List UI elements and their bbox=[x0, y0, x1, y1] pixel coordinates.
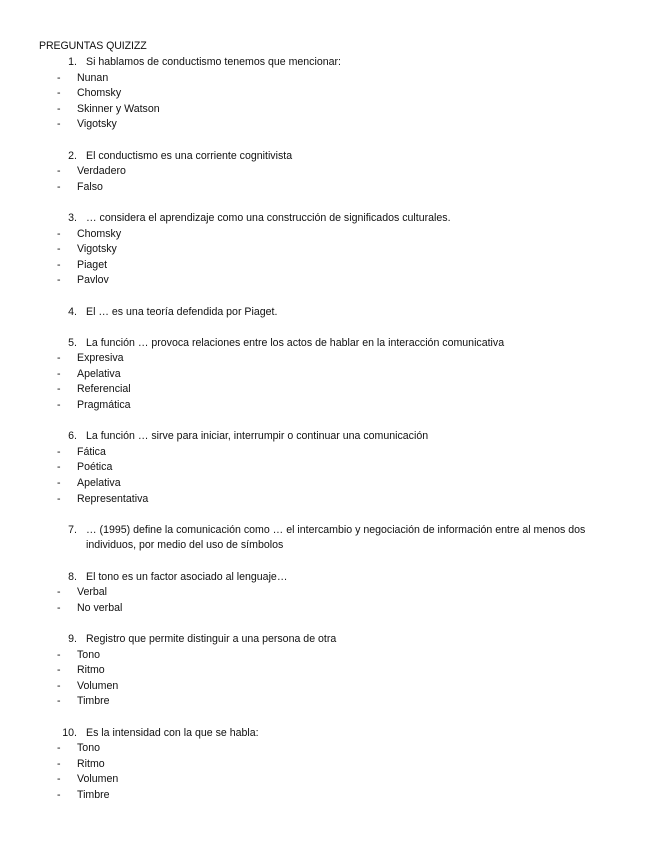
option-item bbox=[39, 227, 629, 243]
question-header bbox=[39, 429, 629, 445]
bullet-dash: - bbox=[57, 243, 61, 256]
option-list bbox=[39, 585, 629, 616]
option-list bbox=[39, 648, 629, 710]
question-item bbox=[39, 570, 629, 617]
question-item bbox=[39, 149, 629, 196]
bullet-dash: - bbox=[57, 773, 61, 786]
bullet-dash: - bbox=[57, 383, 61, 396]
option-text: Poética bbox=[77, 461, 113, 474]
question-item bbox=[39, 55, 629, 133]
question-text: El … es una teoría defendida por Piaget. bbox=[86, 305, 278, 318]
bullet-dash: - bbox=[57, 274, 61, 287]
option-text: Timbre bbox=[77, 788, 110, 801]
bullet-dash: - bbox=[57, 586, 61, 599]
option-item bbox=[39, 492, 629, 508]
bullet-dash: - bbox=[57, 118, 61, 131]
question-header bbox=[39, 55, 629, 71]
option-item bbox=[39, 757, 629, 773]
option-item bbox=[39, 71, 629, 87]
question-list bbox=[39, 55, 629, 819]
option-text: Volumen bbox=[77, 773, 119, 786]
bullet-dash: - bbox=[57, 87, 61, 100]
option-text: Nunan bbox=[77, 71, 109, 84]
option-text: Tono bbox=[77, 648, 100, 661]
option-item bbox=[39, 585, 629, 601]
option-item bbox=[39, 601, 629, 617]
option-text: Ritmo bbox=[77, 757, 105, 770]
option-list bbox=[39, 71, 629, 133]
option-item bbox=[39, 788, 629, 804]
question-text: Es la intensidad con la que se habla: bbox=[86, 726, 259, 739]
option-list bbox=[39, 445, 629, 507]
bullet-dash: - bbox=[57, 695, 61, 708]
option-text: Expresiva bbox=[77, 352, 124, 365]
bullet-dash: - bbox=[57, 648, 61, 661]
question-text: … (1995) define la comunicación como … el intercambio y negociación de información entre al menos dos individuos, por medio del uso de símbolos bbox=[86, 523, 586, 552]
bullet-dash: - bbox=[57, 445, 61, 458]
bullet-dash: - bbox=[57, 664, 61, 677]
question-number: 5. bbox=[68, 336, 77, 349]
question-number: 10. bbox=[62, 726, 77, 739]
option-text: Timbre bbox=[77, 695, 110, 708]
question-number: 8. bbox=[68, 570, 77, 583]
option-text: Ritmo bbox=[77, 664, 105, 677]
bullet-dash: - bbox=[57, 227, 61, 240]
question-number: 2. bbox=[68, 149, 77, 162]
option-item bbox=[39, 102, 629, 118]
question-text: Si hablamos de conductismo tenemos que mencionar: bbox=[86, 56, 341, 68]
option-text: Vigotsky bbox=[77, 118, 117, 131]
option-text: Volumen bbox=[77, 679, 119, 692]
option-text: Verbal bbox=[77, 586, 108, 599]
option-text: Apelativa bbox=[77, 367, 121, 380]
option-item bbox=[39, 258, 629, 274]
bullet-dash: - bbox=[57, 492, 61, 505]
option-text: Chomsky bbox=[77, 227, 122, 240]
option-list bbox=[39, 164, 629, 195]
bullet-dash: - bbox=[57, 601, 61, 614]
option-list bbox=[39, 741, 629, 803]
option-item bbox=[39, 86, 629, 102]
option-item bbox=[39, 772, 629, 788]
option-text: Vigotsky bbox=[77, 243, 117, 256]
question-header bbox=[39, 211, 629, 227]
bullet-dash: - bbox=[57, 742, 61, 755]
bullet-dash: - bbox=[57, 102, 61, 115]
document-title: PREGUNTAS QUIZIZZ bbox=[39, 40, 147, 52]
question-header bbox=[39, 149, 629, 165]
option-text: No verbal bbox=[77, 601, 123, 614]
option-item bbox=[39, 663, 629, 679]
option-text: Tono bbox=[77, 742, 100, 755]
bullet-dash: - bbox=[57, 461, 61, 474]
option-item bbox=[39, 117, 629, 133]
option-text: Representativa bbox=[77, 492, 149, 505]
bullet-dash: - bbox=[57, 180, 61, 193]
option-item bbox=[39, 694, 629, 710]
bullet-dash: - bbox=[57, 352, 61, 365]
question-number: 6. bbox=[68, 430, 77, 443]
option-item bbox=[39, 367, 629, 383]
question-header bbox=[39, 336, 629, 352]
question-number: 4. bbox=[68, 305, 77, 318]
option-item bbox=[39, 741, 629, 757]
question-number: 3. bbox=[68, 211, 77, 224]
question-item bbox=[39, 336, 629, 414]
option-list bbox=[39, 351, 629, 413]
option-text: Pavlov bbox=[77, 274, 109, 287]
question-header bbox=[39, 570, 629, 586]
question-header bbox=[39, 726, 629, 742]
question-header bbox=[39, 523, 629, 554]
option-text: Piaget bbox=[77, 258, 108, 271]
option-text: Pragmática bbox=[77, 399, 131, 412]
option-item bbox=[39, 445, 629, 461]
question-text: La función … sirve para iniciar, interrumpir o continuar una comunicación bbox=[86, 430, 429, 443]
option-item bbox=[39, 351, 629, 367]
question-item bbox=[39, 726, 629, 804]
question-item bbox=[39, 429, 629, 507]
question-header bbox=[39, 305, 629, 321]
option-text: Verdadero bbox=[77, 165, 126, 178]
option-list bbox=[39, 227, 629, 289]
option-text: Chomsky bbox=[77, 87, 122, 100]
option-item bbox=[39, 398, 629, 414]
question-item bbox=[39, 523, 629, 554]
bullet-dash: - bbox=[57, 399, 61, 412]
option-item bbox=[39, 476, 629, 492]
question-item bbox=[39, 632, 629, 710]
option-item bbox=[39, 382, 629, 398]
option-item bbox=[39, 164, 629, 180]
bullet-dash: - bbox=[57, 367, 61, 380]
option-item bbox=[39, 648, 629, 664]
bullet-dash: - bbox=[57, 165, 61, 178]
bullet-dash: - bbox=[57, 258, 61, 271]
question-item bbox=[39, 305, 629, 321]
question-text: El conductismo es una corriente cognitivista bbox=[86, 149, 293, 162]
question-text: La función … provoca relaciones entre los actos de hablar en la interacción comunicativa bbox=[86, 336, 505, 349]
option-item bbox=[39, 273, 629, 289]
question-number: 9. bbox=[68, 632, 77, 645]
option-text: Falso bbox=[77, 180, 103, 193]
option-item bbox=[39, 679, 629, 695]
option-text: Skinner y Watson bbox=[77, 102, 160, 115]
option-text: Fática bbox=[77, 445, 106, 458]
question-item bbox=[39, 211, 629, 289]
bullet-dash: - bbox=[57, 757, 61, 770]
question-number: 1. bbox=[68, 56, 77, 68]
option-text: Referencial bbox=[77, 383, 131, 396]
question-header bbox=[39, 632, 629, 648]
option-item bbox=[39, 242, 629, 258]
bullet-dash: - bbox=[57, 71, 61, 84]
bullet-dash: - bbox=[57, 477, 61, 490]
bullet-dash: - bbox=[57, 788, 61, 801]
question-text: … considera el aprendizaje como una construcción de significados culturales. bbox=[86, 211, 451, 224]
question-text: El tono es un factor asociado al lenguaje… bbox=[86, 570, 288, 583]
question-number: 7. bbox=[68, 523, 77, 536]
bullet-dash: - bbox=[57, 679, 61, 692]
option-item bbox=[39, 180, 629, 196]
question-text: Registro que permite distinguir a una persona de otra bbox=[86, 632, 337, 645]
option-item bbox=[39, 460, 629, 476]
option-text: Apelativa bbox=[77, 477, 121, 490]
